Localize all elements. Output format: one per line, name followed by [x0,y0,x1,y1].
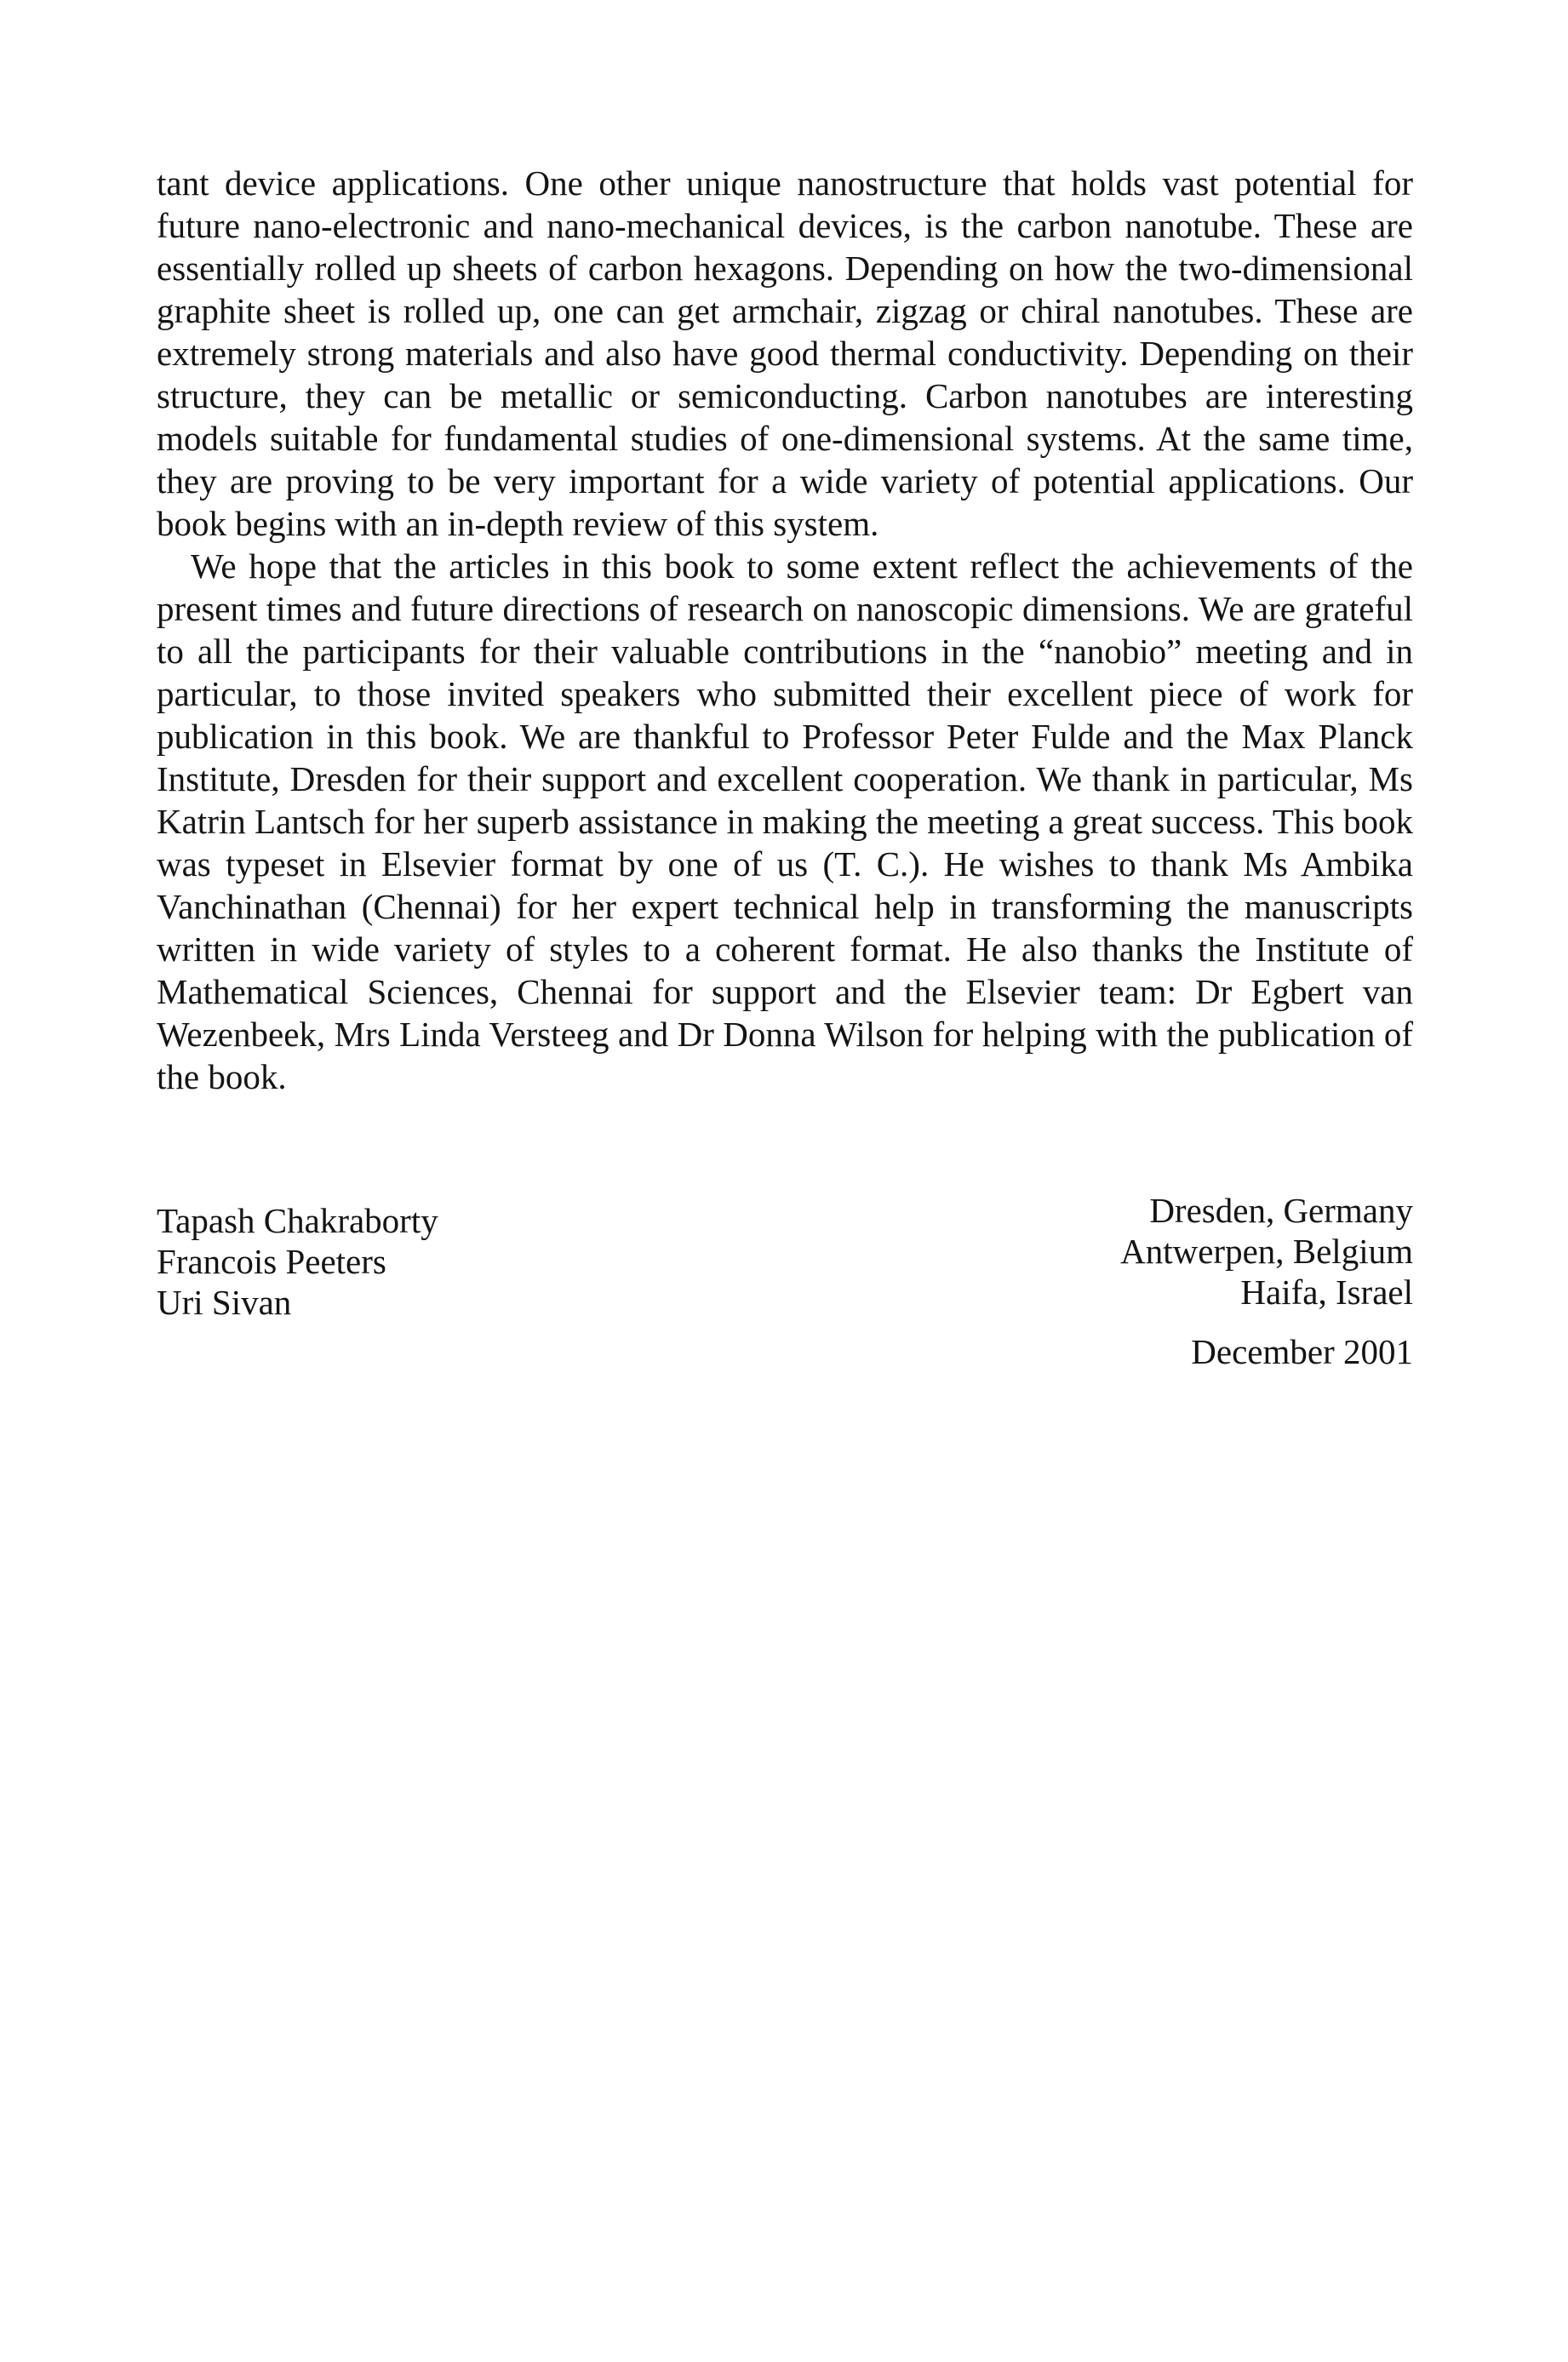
editor-names [157,1200,438,1323]
editor-name: Uri Sivan [157,1283,292,1322]
paragraph-nanotube: tant device applications. One other unique nanostructure that holds vast potential for future nano-electronic and nano-mechanical devices, is the carbon nanotube. These are essentially rolled up sheets of carbon hexagons. Depending on how the two-dimensional graphite sheet is rolled up, one can get armchair, zigzag or chiral nanotubes. These are extremely strong materials and also have good thermal conductivity. Depending on their structure, they can be metallic or semiconducting. Carbon nanotubes are interesting models suitable for fundamental studies of one-dimensional systems. At the same time, they are proving to be very important for a wide variety of potential applications. Our book begins with an in-depth review of this system. [157,163,1413,543]
editor-location: Antwerpen, Belgium [1120,1232,1413,1271]
preface-date: December 2001 [1191,1332,1413,1371]
editor-name: Francois Peeters [157,1242,386,1281]
preface-body [157,162,1413,1098]
editor-location: Haifa, Israel [1240,1273,1413,1312]
editor-location: Dresden, Germany [1149,1191,1413,1230]
paragraph-acknowledgements: We hope that the articles in this book to some extent reflect the achievements of the present times and future directions of research on nanoscopic dimensions. We are grateful to all the participants for their valuable contributions in the “nanobio” meeting and in particular, to those invited speakers who submitted their excellent piece of work for publication in this book. We are thankful to Professor Peter Fulde and the Max Planck Institute, Dresden for their support and excellent cooperation. We thank in particular, Ms Katrin Lantsch for her superb assistance in making the meeting a great success. This book was typeset in Elsevier format by one of us (T. C.). He wishes to thank Ms Ambika Vanchinathan (Chennai) for her expert technical help in transforming the manuscripts written in wide variety of styles to a coherent format. He also thanks the Institute of Mathematical Sciences, Chennai for support and the Elsevier team: Dr Egbert van Wezenbeek, Mrs Linda Versteeg and Dr Donna Wilson for helping with the publication of the book. [157,546,1413,1096]
editor-locations [936,1190,1413,1372]
editor-name: Tapash Chakraborty [157,1201,438,1240]
